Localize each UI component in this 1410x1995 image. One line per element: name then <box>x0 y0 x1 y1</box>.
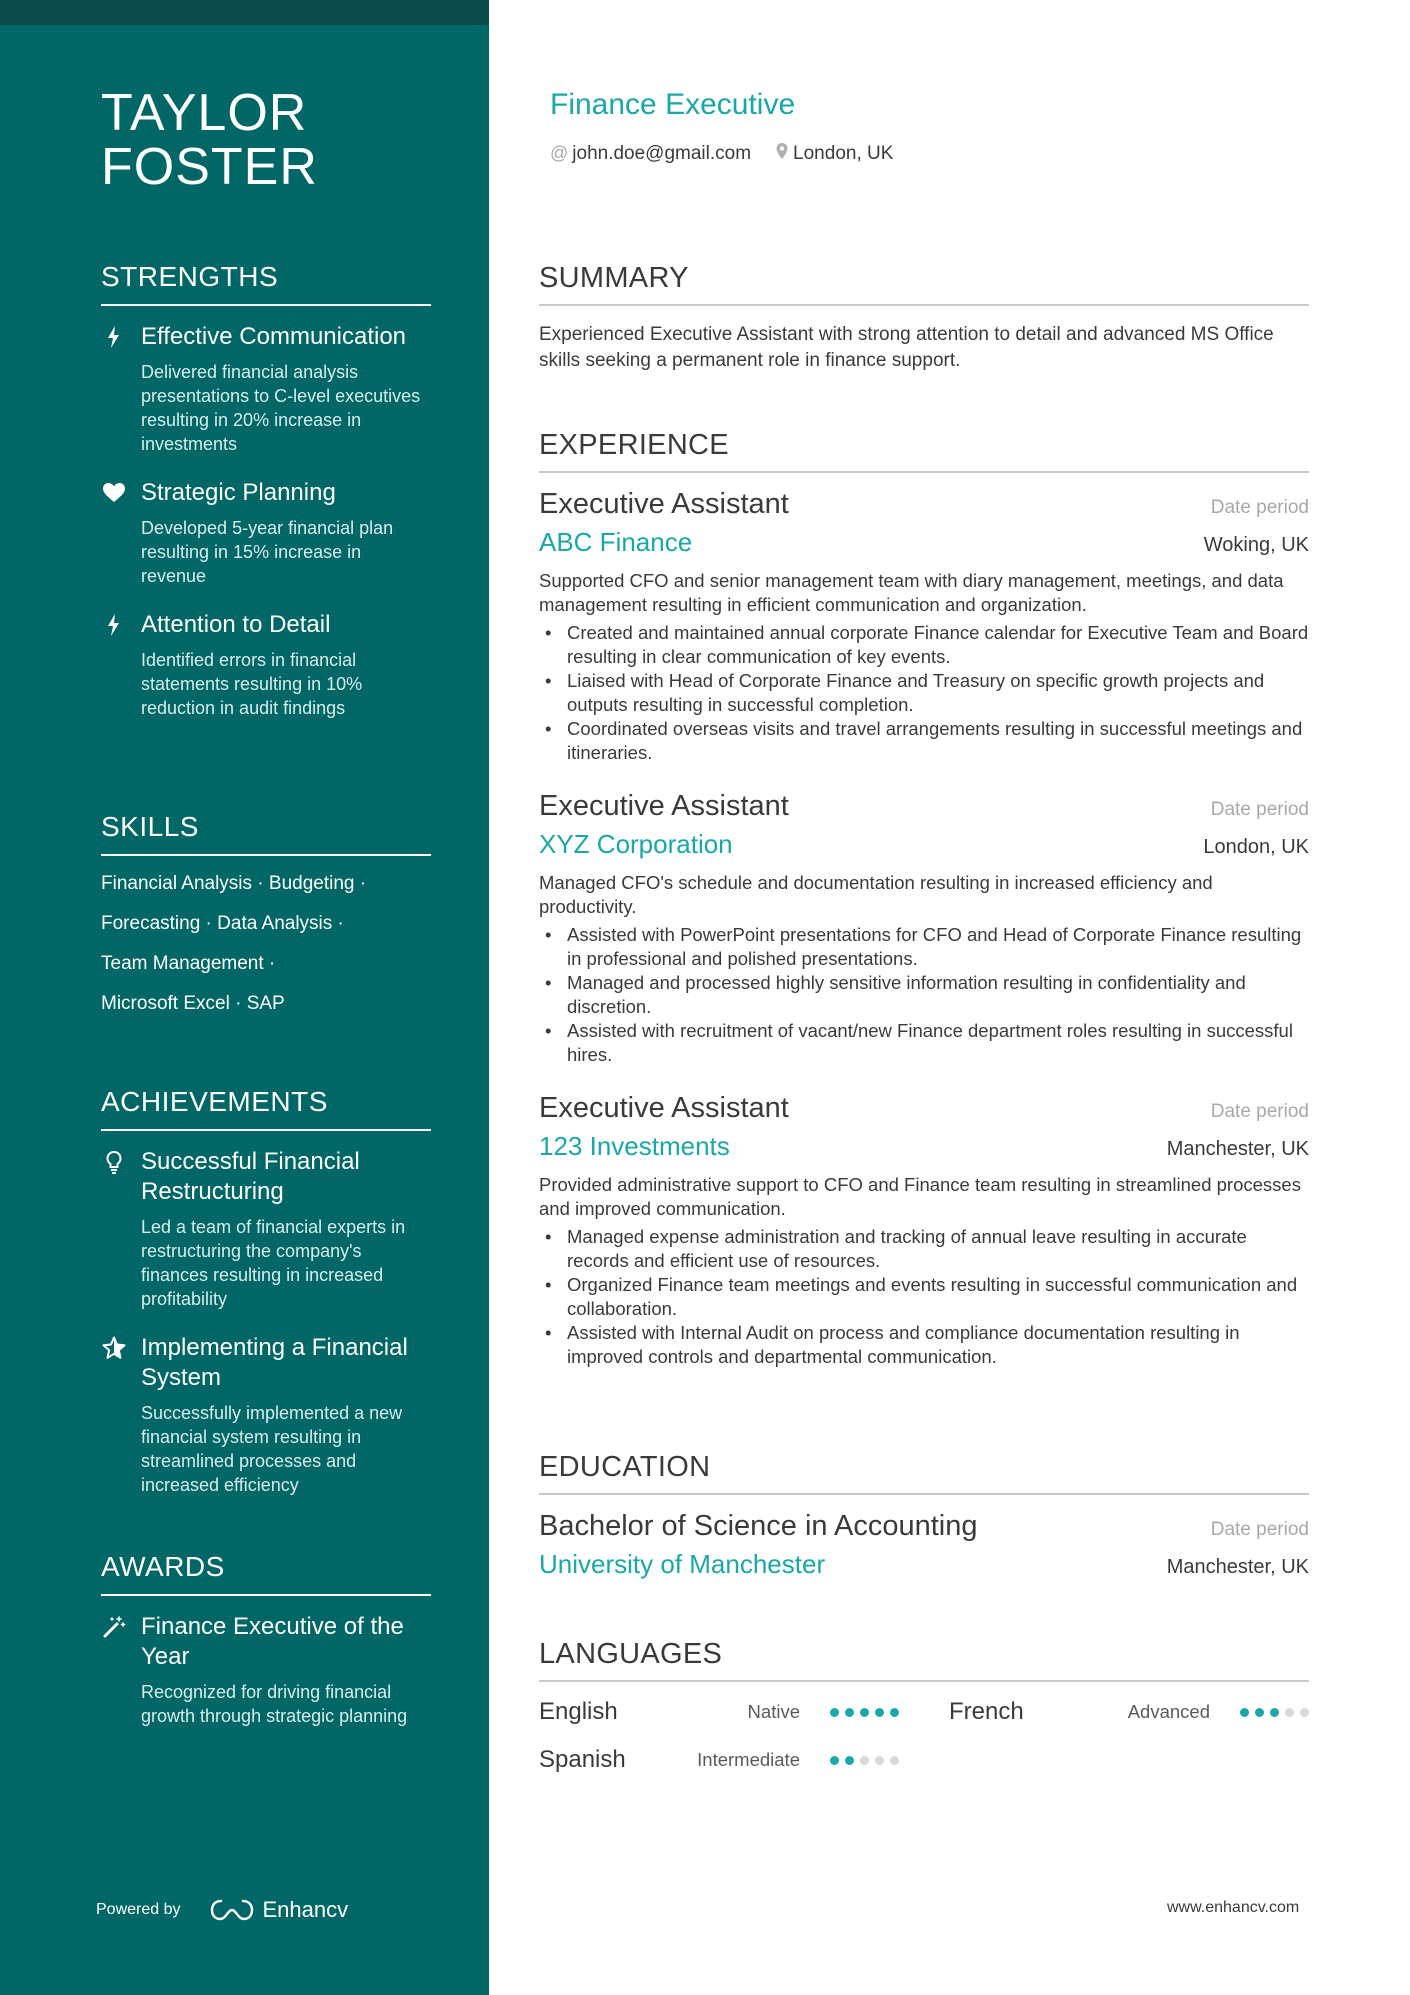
experience-bullets <box>539 923 1309 1067</box>
experience-title: EXPERIENCE <box>539 427 1309 473</box>
summary-text: Experienced Executive Assistant with strong attention to detail and advanced MS Office skills seeking a permanent role in finance support. <box>539 324 1274 371</box>
languages-grid <box>539 1698 1309 1774</box>
achievement-item <box>101 1333 431 1497</box>
achievements-title: ACHIEVEMENTS <box>101 1085 431 1131</box>
language-name: Spanish <box>539 1746 626 1773</box>
skills-title: SKILLS <box>101 810 431 856</box>
education-title: EDUCATION <box>539 1449 1309 1495</box>
experience-desc: Managed CFO's schedule and documentation resulting in increased efficiency and productivity. <box>539 872 1213 917</box>
location-pin-icon <box>775 142 789 165</box>
strength-item <box>101 322 431 456</box>
experience-company: 123 Investments <box>539 1131 730 1161</box>
language-rating <box>830 1708 899 1717</box>
skills-row: Forecasting · Data Analysis · <box>101 913 344 934</box>
rating-dot-filled <box>875 1708 884 1717</box>
job-title: Finance Executive <box>550 88 796 121</box>
achievement-desc: Successfully implemented a new financial system resulting in streamlined processes and increased efficiency <box>141 1403 403 1495</box>
experience-bullet: • Managed expense administration and tracking of annual leave resulting in accurate records and efficient use of resources. <box>539 1225 1309 1273</box>
lightbulb-icon <box>101 1149 127 1175</box>
rating-dot-filled <box>845 1756 854 1765</box>
heart-icon <box>101 480 127 506</box>
rating-dot-empty <box>1285 1708 1294 1717</box>
experience-date: Date period <box>1210 799 1309 820</box>
rating-dot-filled <box>830 1756 839 1765</box>
strength-desc: Developed 5-year financial plan resulting in 15% increase in revenue <box>141 518 394 586</box>
education-school: University of Manchester <box>539 1549 826 1579</box>
experience-bullet: • Liaised with Head of Corporate Finance and Treasury on specific growth projects and outputs resulting in successful completion. <box>539 669 1309 717</box>
strength-title: Strategic Planning <box>141 479 336 506</box>
candidate-name <box>101 86 318 194</box>
email-item[interactable] <box>550 143 751 165</box>
language-name: French <box>949 1698 1024 1725</box>
achievement-desc: Led a team of financial experts in restructuring the company's finances resulting in increased profitability <box>141 1217 406 1309</box>
experience-bullets <box>539 1225 1309 1369</box>
enhancv-logo[interactable] <box>209 1897 349 1923</box>
powered-by-label: Powered by <box>96 1901 181 1918</box>
strength-title: Effective Communication <box>141 323 407 350</box>
rating-dot-empty <box>890 1756 899 1765</box>
experience-item <box>539 1089 1309 1369</box>
lightning-icon <box>101 324 127 350</box>
experience-item <box>539 787 1309 1067</box>
experience-location: Manchester, UK <box>1166 1138 1309 1160</box>
experience-company: XYZ Corporation <box>539 829 733 859</box>
languages-title: LANGUAGES <box>539 1636 1309 1682</box>
experience-desc: Provided administrative support to CFO and Finance team resulting in streamlined processes and improved communication. <box>539 1174 1301 1219</box>
language-rating <box>830 1756 899 1765</box>
experience-bullet: • Assisted with recruitment of vacant/new Finance department roles resulting in successful hires. <box>539 1019 1309 1067</box>
enhancv-brand: Enhancv <box>262 1897 349 1922</box>
language-level: Native <box>747 1701 800 1722</box>
skills-row: Financial Analysis · Budgeting · <box>101 873 367 894</box>
languages-section <box>539 1636 1309 1774</box>
rating-dot-filled <box>1255 1708 1264 1717</box>
award-item <box>101 1612 431 1728</box>
main-content <box>489 0 1410 1995</box>
experience-role: Executive Assistant <box>539 1092 789 1124</box>
experience-date: Date period <box>1210 497 1309 518</box>
strength-desc: Delivered financial analysis presentations to C-level executives resulting in 20% increase in investments <box>141 362 421 454</box>
experience-bullet: • Created and maintained annual corporate Finance calendar for Executive Team and Board resulting in clear communication of key events. <box>539 621 1309 669</box>
skills-section <box>101 810 431 1016</box>
strengths-title: STRENGTHS <box>101 260 431 306</box>
strength-item <box>101 610 431 720</box>
rating-dot-filled <box>830 1708 839 1717</box>
experience-bullet: • Assisted with Internal Audit on process and compliance documentation resulting in improved controls and departmental communication. <box>539 1321 1309 1369</box>
rating-dot-empty <box>875 1756 884 1765</box>
education-section <box>539 1449 1309 1581</box>
award-title: Finance Executive of the Year <box>141 1613 404 1670</box>
powered-by <box>96 1897 348 1923</box>
experience-date: Date period <box>1210 1101 1309 1122</box>
language-item <box>949 1698 1309 1726</box>
awards-title: AWARDS <box>101 1550 431 1596</box>
magic-wand-icon <box>101 1614 127 1640</box>
experience-role: Executive Assistant <box>539 488 789 520</box>
rating-dot-empty <box>1300 1708 1309 1717</box>
sidebar <box>0 0 489 1995</box>
award-desc: Recognized for driving financial growth through strategic planning <box>141 1682 408 1726</box>
education-item <box>539 1507 1309 1581</box>
experience-location: Woking, UK <box>1203 534 1309 556</box>
lightning-icon <box>101 612 127 638</box>
at-icon: @ <box>550 143 569 163</box>
language-item <box>539 1746 899 1774</box>
sidebar-top-bar <box>0 0 489 25</box>
strength-title: Attention to Detail <box>141 611 331 638</box>
experience-desc: Supported CFO and senior management team with diary management, meetings, and data management resulting in efficient communication and organization. <box>539 570 1284 615</box>
website-link[interactable]: www.enhancv.com <box>1167 1899 1300 1916</box>
name-line-1: TAYLOR <box>101 84 308 142</box>
language-level: Intermediate <box>697 1749 800 1770</box>
language-item <box>539 1698 899 1726</box>
enhancv-logo-icon <box>209 1897 255 1923</box>
email-text: john.doe@gmail.com <box>572 142 752 164</box>
achievement-title: Implementing a Financial System <box>141 1334 408 1391</box>
strength-desc: Identified errors in financial statements resulting in 10% reduction in audit findings <box>141 650 363 718</box>
achievement-title: Successful Financial Restructuring <box>141 1148 360 1205</box>
education-date: Date period <box>1210 1519 1309 1540</box>
experience-bullet: • Assisted with PowerPoint presentations for CFO and Head of Corporate Finance resulting in professional and polished presentations. <box>539 923 1309 971</box>
skills-row: Microsoft Excel · SAP <box>101 993 285 1014</box>
experience-item <box>539 485 1309 765</box>
experience-bullet: • Organized Finance team meetings and events resulting in successful communication and collaboration. <box>539 1273 1309 1321</box>
achievements-section <box>101 1085 431 1497</box>
contact-info <box>550 142 917 165</box>
experience-location: London, UK <box>1203 836 1309 858</box>
awards-section <box>101 1550 431 1728</box>
experience-bullets <box>539 621 1309 765</box>
rating-dot-filled <box>1240 1708 1249 1717</box>
language-rating <box>1240 1708 1309 1717</box>
location-text: London, UK <box>793 142 894 164</box>
experience-company: ABC Finance <box>539 527 693 557</box>
strengths-section <box>101 260 431 720</box>
rating-dot-filled <box>845 1708 854 1717</box>
language-name: English <box>539 1698 618 1725</box>
experience-section <box>539 427 1309 1369</box>
experience-role: Executive Assistant <box>539 790 789 822</box>
summary-title: SUMMARY <box>539 260 1309 306</box>
language-level: Advanced <box>1127 1701 1210 1722</box>
achievement-item <box>101 1147 431 1311</box>
experience-bullet: • Coordinated overseas visits and travel arrangements resulting in successful meetings and itineraries. <box>539 717 1309 765</box>
rating-dot-filled <box>890 1708 899 1717</box>
experience-bullet: • Managed and processed highly sensitive information resulting in confidentiality and discretion. <box>539 971 1309 1019</box>
rating-dot-filled <box>1270 1708 1279 1717</box>
star-icon <box>101 1335 127 1361</box>
rating-dot-filled <box>860 1708 869 1717</box>
skills-row: Team Management · <box>101 953 276 974</box>
strength-item <box>101 478 431 588</box>
education-degree: Bachelor of Science in Accounting <box>539 1510 978 1542</box>
education-location: Manchester, UK <box>1166 1556 1309 1578</box>
location-item <box>775 142 893 165</box>
name-line-2: FOSTER <box>101 138 318 196</box>
summary-section <box>539 260 1309 374</box>
rating-dot-empty <box>860 1756 869 1765</box>
